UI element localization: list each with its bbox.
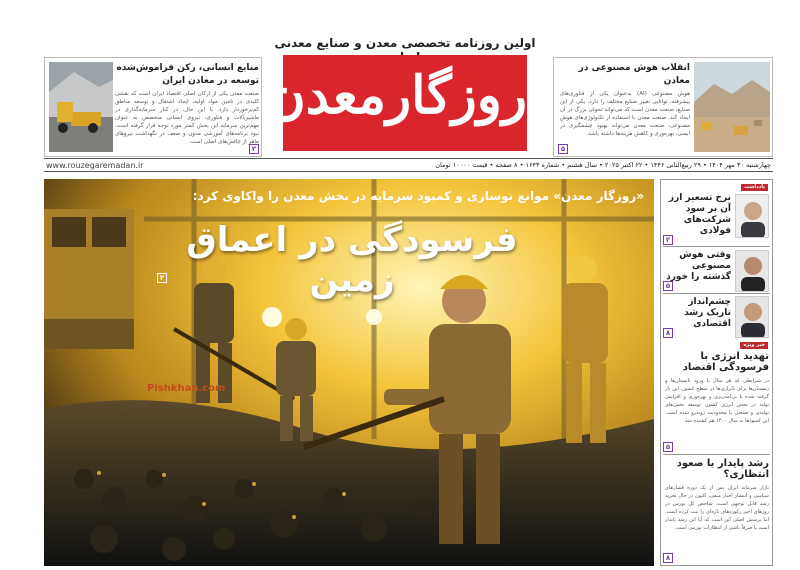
left-teaser-body: صنعت معدن یکی از ارکان اصلی اقتصاد ایران است که نقشی کلیدی در تامین مواد اولیه، ایجاد اشتغال و توسعه مناطق کم‌برخوردار دارد. با این حال، در کنار سرمایه‌گذاری در ماشین‌آلات و فناوری، نیروی انسانی متخصص به عنوان مهم‌ترین سرمایه این بخش کمتر مورد توجه قرار گرفته است. نبود برنامه‌های آموزشی مدون و ضعف در نگهداشت نیروهای ماهر از چالش‌های اصلی است. [115,91,259,145]
divider [663,246,770,247]
opinion-flag: یادداشت [741,184,768,191]
source-watermark: Pishkhan.com [147,383,226,394]
mining-truck-photo [49,62,113,152]
sustainable-growth-title[interactable]: رشد پایدار یا صعود انتظاری؟ [676,458,769,480]
author-photo-3 [735,296,769,338]
newspaper-logo[interactable] [267,55,527,151]
dateline-bar [44,158,773,172]
right-teaser-body: هوش مصنوعی (AI) به‌عنوان یکی از فناوری‌های پیشرفته، توانایی تغییر صنایع مختلف را دارد. یکی از این صنایع، صنعت معدن است که می‌تواند تحولی بزرگ در آن ایجاد کند. صنعت معدن با استفاده از تکنولوژی‌های هوش مصنوعی، صنعت معدن می‌تواند بهبود چشمگیری در ایمنی، بهره‌وری و کاهش هزینه‌ها داشته باشد. [560,91,690,137]
author-photo-1 [735,194,769,238]
author-photo-2 [735,250,769,292]
sidebar-item-steel[interactable]: نرخ تسعیر ارز آن بر سود شرکت‌های فولادی [668,193,731,236]
sidebar-item-3-page: ۸ [663,328,673,338]
sustainable-growth-body: بازار سرمایه ایران پس از یک دوره فشارهای سیاسی و انتشار اخبار منفی، اکنون در حال تجربه رشد قابل توجهی است. شاخص کل بورس در روزهای اخیر رکوردهای تازه‌ای را ثبت کرده است. اما پرسش اصلی این است که آیا این رشد پایدار است یا صرفاً ناشی از انتظارات تورمی است. [665,485,769,531]
right-sidebar [660,179,773,566]
left-teaser-card[interactable] [44,57,262,157]
news-flag: خبر ویژه [740,342,768,349]
sidebar-item-growth-outlook[interactable]: چشم‌انداز تاریک رشد اقتصادی [684,297,731,329]
divider [663,293,770,294]
sidebar-item-2-page: ۵ [663,281,673,291]
left-teaser-page-number: ۲ [249,144,259,154]
sustainable-growth-page: ۸ [663,553,673,563]
energy-threat-page: ۵ [663,442,673,452]
main-story-kicker: «روزگار معدن» موانع نوسازی و کمبود سرمایه در بخش معدن را واکاوی کرد: [192,189,644,203]
sidebar-item-1-page: ۲ [663,235,673,245]
right-teaser-page-number: ۵ [558,144,568,154]
right-teaser-card[interactable] [553,57,773,157]
left-teaser-title: منابع انسانی، رکن فراموش‌شده توسعه در معادن ایران [116,63,259,86]
logo-text: روزگارمعدن [267,65,527,126]
website-url[interactable]: www.rouzegaremadan.ir [46,161,144,170]
sidebar-item-ai[interactable]: وقتی هوش مصنوعی گذشته را خورد [666,250,731,282]
energy-threat-body: در شرایطی که هر سال با ورود تابستان‌ها و زمستان‌ها برای ناترازی‌ها در سطح کشور، این بار گرفته شده با برنامه‌ریزی و بهره‌وری و افزایش تولید در بخش انرژی کشور، توسعه بخش‌های تولیدی و صنعتی با محدودیت روبه‌رو شده است. این کمبودها به سال ۱۴۰۰ هم کشیده شد. [665,378,769,424]
main-headline[interactable]: فرسودگی در اعماق زمین [186,220,518,300]
issue-date-info: چهارشنبه ۳۰ مهر ۱۴۰۴ • ۲۹ ربیع‌الثانی ۱۴۴۶ • ۲۲ اکتبر ۲۰۲۵ • سال هشتم • شماره ۱۶۴۳ • ۸ صفحه • قیمت ۱۰۰۰۰ تومان [435,161,771,169]
right-teaser-title: انقلاب هوش مصنوعی در معادن [578,63,690,86]
energy-threat-title[interactable]: تهدید انرژی با فرسودگی اقتصاد [682,351,769,373]
divider [663,454,770,455]
ai-mine-photo [694,62,770,152]
tagline: اولین روزنامه تخصصی معدن و صنایع معدنی [274,36,536,50]
main-story-page-number: ۲ [157,273,167,283]
